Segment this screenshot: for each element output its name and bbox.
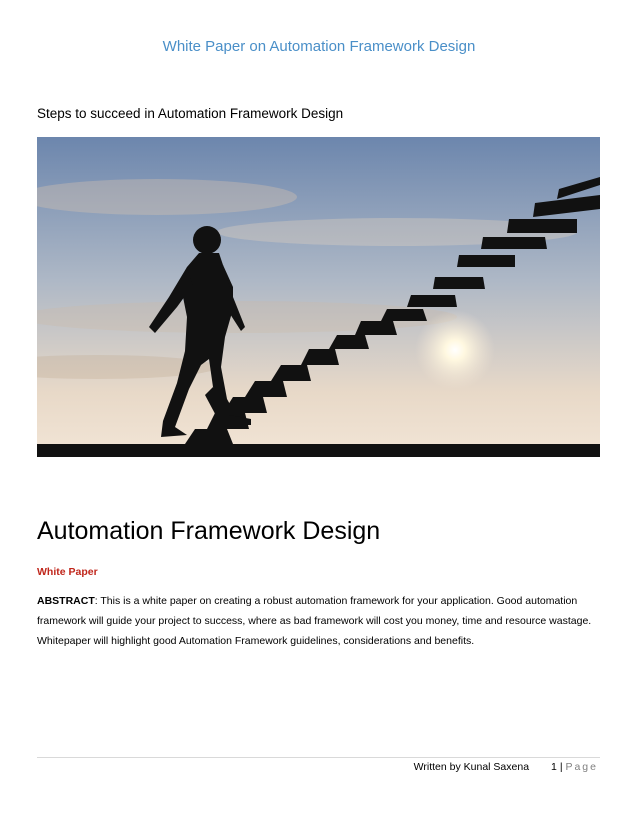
footer-divider [37,757,600,758]
document-subtitle: Steps to succeed in Automation Framework Design [37,106,344,121]
abstract-label: ABSTRACT [37,595,95,607]
hero-image [37,137,600,457]
footer-author: Written by Kunal Saxena [413,761,530,773]
abstract-text: : This is a white paper on creating a robust automation framework for your application. Good automation framework will guide your project to success, where as bad framework will cost you money, time and resource wastage. Whitepaper will highlight good Automation Framework guidelines, considerations and benefits. [37,595,592,647]
page-separator: | [559,761,563,773]
document-type-label: White Paper [37,566,98,578]
silhouette-climbing-stairs-icon [37,137,600,457]
abstract-paragraph [37,591,603,651]
page-number: 1 [551,761,557,773]
page-word: Page [565,761,598,773]
document-title: Automation Framework Design [37,517,381,545]
page-header: White Paper on Automation Framework Design [162,38,476,55]
page-footer [414,761,598,773]
